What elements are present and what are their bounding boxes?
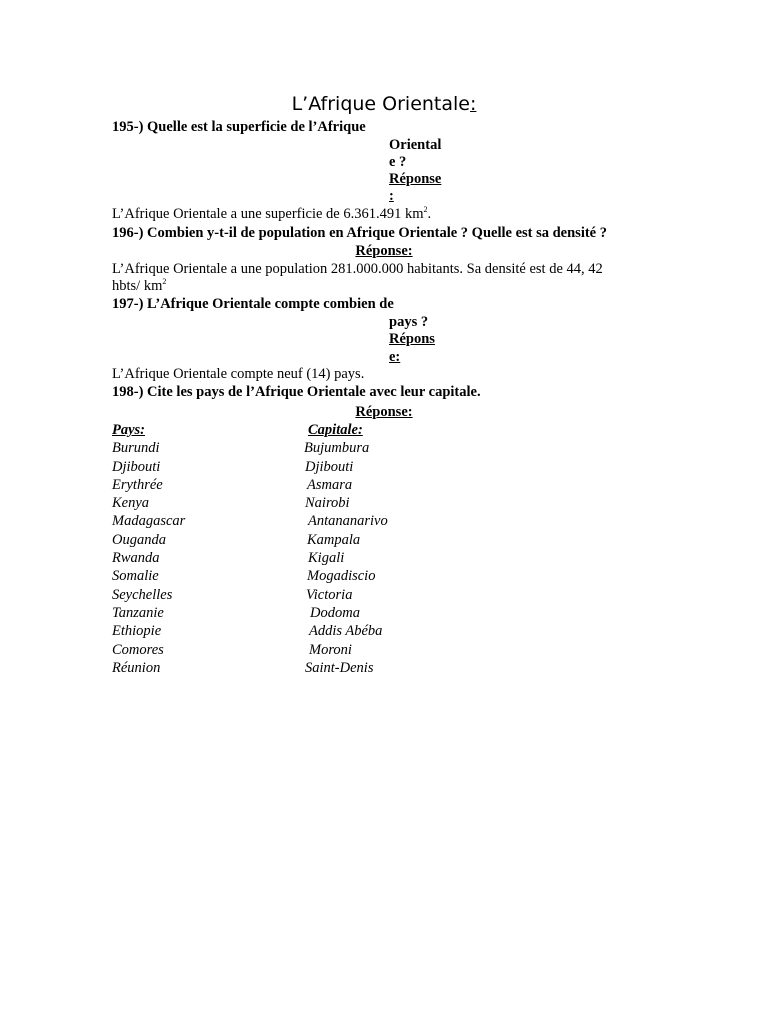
table-row [112,476,532,494]
country-name: Madagascar [112,513,186,530]
table-row [112,586,532,604]
country-name: Rwanda [112,550,160,567]
reponse-label-195: Réponse [389,171,442,187]
reponse-label-197-end: e: [389,349,401,365]
table-row [112,604,532,622]
country-name: Comores [112,641,164,658]
country-name: Burundi [112,440,160,457]
answer-195: L’Afrique Orientale a une superficie de 6.361.491 $km^2$. [112,205,432,222]
question-196: 196-) Combien y-t-il de population en Afrique Orientale ? Quelle est sa densité ? [112,225,607,241]
capital-name: Djibouti [305,458,354,475]
answer-196-line-2: hbts/ $km^2$ [112,277,167,294]
table-row [112,494,532,512]
table-header [112,421,532,439]
question-195-continuation-1: Oriental [389,137,442,153]
country-name: Tanzanie [112,604,164,621]
capital-name: Dodoma [310,604,360,621]
capital-name: Mogadiscio [307,568,376,585]
answer-196-line-1: L’Afrique Orientale a une population 281.000.000 habitants. Sa densité est de 44, 42 [112,261,603,277]
answer-197: L’Afrique Orientale compte neuf (14) pays. [112,366,365,382]
table-row [112,567,532,585]
country-name: Seychelles [112,586,173,603]
table-row [112,439,532,457]
question-198: 198-) Cite les pays de l’Afrique Orientale avec leur capitale. [112,384,481,400]
table-row [112,659,532,677]
country-name: Kenya [112,495,150,512]
header-capitale: Capitale: [308,422,363,438]
header-pays: Pays: [112,422,146,438]
capital-name: Kampala [307,531,361,548]
capital-name: Saint-Denis [305,659,374,676]
question-197-continuation: pays ? [389,314,429,330]
country-name: Djibouti [112,458,161,475]
capital-name: Bujumbura [304,440,370,457]
capital-name: Antananarivo [308,513,388,530]
table-row [112,641,532,659]
table-row [112,531,532,549]
reponse-label-197: Répons [389,331,435,347]
reponse-label-196: Réponse: [355,243,413,259]
country-name: Réunion [112,659,161,676]
page-title: L’Afrique Orientale: [291,93,477,115]
capital-name: Victoria [306,586,353,603]
capital-name: Asmara [307,476,353,493]
capital-name: Moroni [309,641,352,658]
country-name: Erythrée [112,476,163,493]
question-197: 197-) L’Afrique Orientale compte combien de [112,296,394,312]
country-name: Somalie [112,568,159,585]
capital-name: Nairobi [305,495,350,512]
capital-name: Addis Abéba [309,623,383,640]
reponse-label-195-colon: : [389,188,394,204]
countries-capitals-table [112,421,532,677]
country-name: Ethiopie [112,623,162,640]
table-row [112,549,532,567]
capital-name: Kigali [308,550,345,567]
table-row [112,622,532,640]
country-name: Ouganda [112,531,166,548]
table-row [112,512,532,530]
table-row [112,458,532,476]
reponse-label-198: Réponse: [355,404,413,420]
question-195: 195-) Quelle est la superficie de l’Afrique [112,119,366,135]
question-195-continuation-2: e ? [389,154,407,170]
